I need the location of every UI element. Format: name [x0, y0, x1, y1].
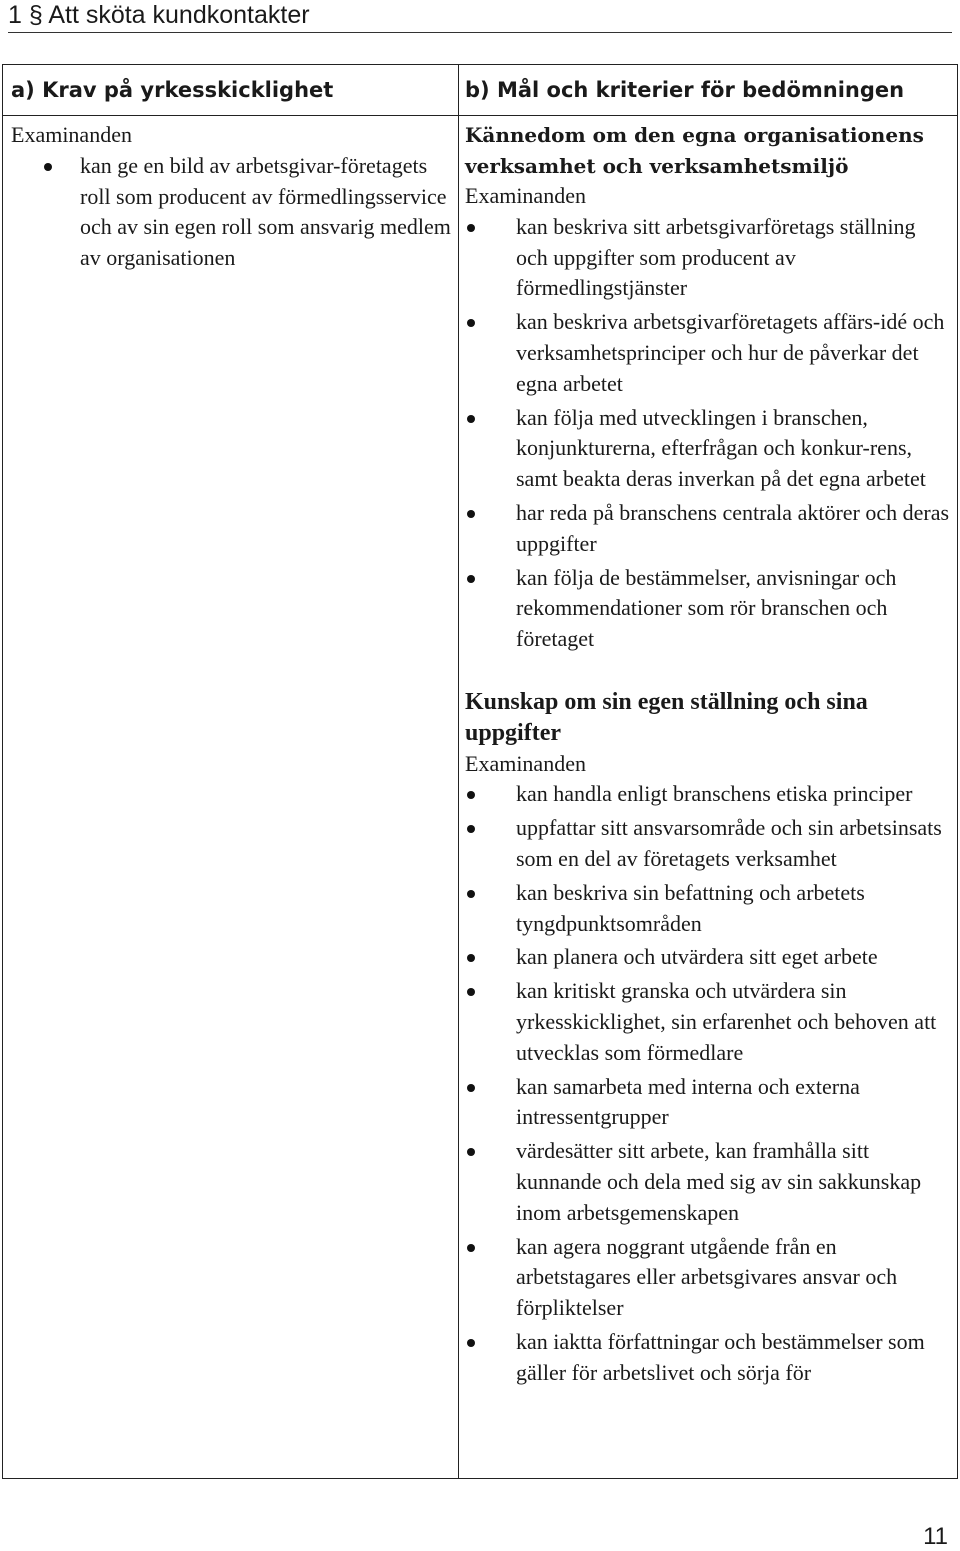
- examinee-label: Examinanden: [465, 183, 586, 208]
- page-title: 1 § Att sköta kundkontakter: [8, 0, 952, 33]
- section-title: Kunskap om sin egen ställning och sina uppgifter: [465, 688, 868, 746]
- column-a-heading: a) Krav på yrkesskicklighet: [11, 78, 334, 102]
- column-a-content: [11, 120, 451, 277]
- list-item: kan följa de bestämmelser, anvisningar och rekommendationer som rör branschen och företaget: [465, 563, 951, 655]
- list-item: kan beskriva sin befattning och arbetets tyngdpunktsområden: [465, 878, 951, 940]
- list-item: kan beskriva arbetsgivarföretagets affärs-idé och verksamhetsprinciper och hur de påverkar det egna arbetet: [465, 307, 951, 399]
- list-item: kan beskriva sitt arbetsgivarföretags ställning och uppgifter som producent av förmedlingstjänster: [465, 212, 951, 304]
- list-item: kan samarbeta med interna och externa intressentgrupper: [465, 1072, 951, 1134]
- column-b-heading: b) Mål och kriterier för bedömningen: [465, 78, 905, 102]
- requirement-list: [11, 151, 451, 274]
- list-item: kan handla enligt branschens etiska principer: [465, 779, 951, 810]
- list-item: värdesätter sitt arbete, kan framhålla sitt kunnande och dela med sig av sin sakkunskap inom arbetsgemenskapen: [465, 1136, 951, 1228]
- examinee-label: Examinanden: [11, 122, 132, 147]
- examinee-label: Examinanden: [465, 750, 586, 776]
- list-item: kan iaktta författningar och bestämmelser som gäller för arbetslivet och sörja för: [465, 1327, 951, 1389]
- section-title: Kännedom om den egna organisationens verksamhet och verksamhetsmiljö: [465, 123, 924, 178]
- list-item: har reda på branschens centrala aktörer och deras uppgifter: [465, 498, 951, 560]
- list-item: kan planera och utvärdera sitt eget arbete: [465, 942, 951, 973]
- criteria-table: [2, 64, 958, 1479]
- column-divider: [458, 65, 459, 1478]
- criteria-list: [465, 779, 951, 1388]
- list-item: kan kritiskt granska och utvärdera sin yrkesskicklighet, sin erfarenhet och behoven att utvecklas som förmedlare: [465, 976, 951, 1068]
- column-b-content: [465, 120, 951, 1391]
- list-item: uppfattar sitt ansvarsområde och sin arbetsinsats som en del av företagets verksamhet: [465, 813, 951, 875]
- list-item: kan agera noggrant utgående från en arbetstagares eller arbetsgivares ansvar och förpliktelser: [465, 1232, 951, 1324]
- criteria-section-knowledge-of-organisation: [465, 120, 951, 655]
- table-header-row: [3, 65, 957, 116]
- criteria-list: [465, 212, 951, 655]
- criteria-section-own-position: [465, 687, 951, 1389]
- page-number: 11: [923, 1523, 948, 1550]
- list-item: kan följa med utvecklingen i branschen, konjunkturerna, efterfrågan och konkur-rens, samt beakta deras inverkan på det egna arbetet: [465, 403, 951, 495]
- list-item: kan ge en bild av arbetsgivar-företagets roll som producent av förmedlingsservice och av sin egen roll som ansvarig medlem av organisationen: [11, 151, 451, 274]
